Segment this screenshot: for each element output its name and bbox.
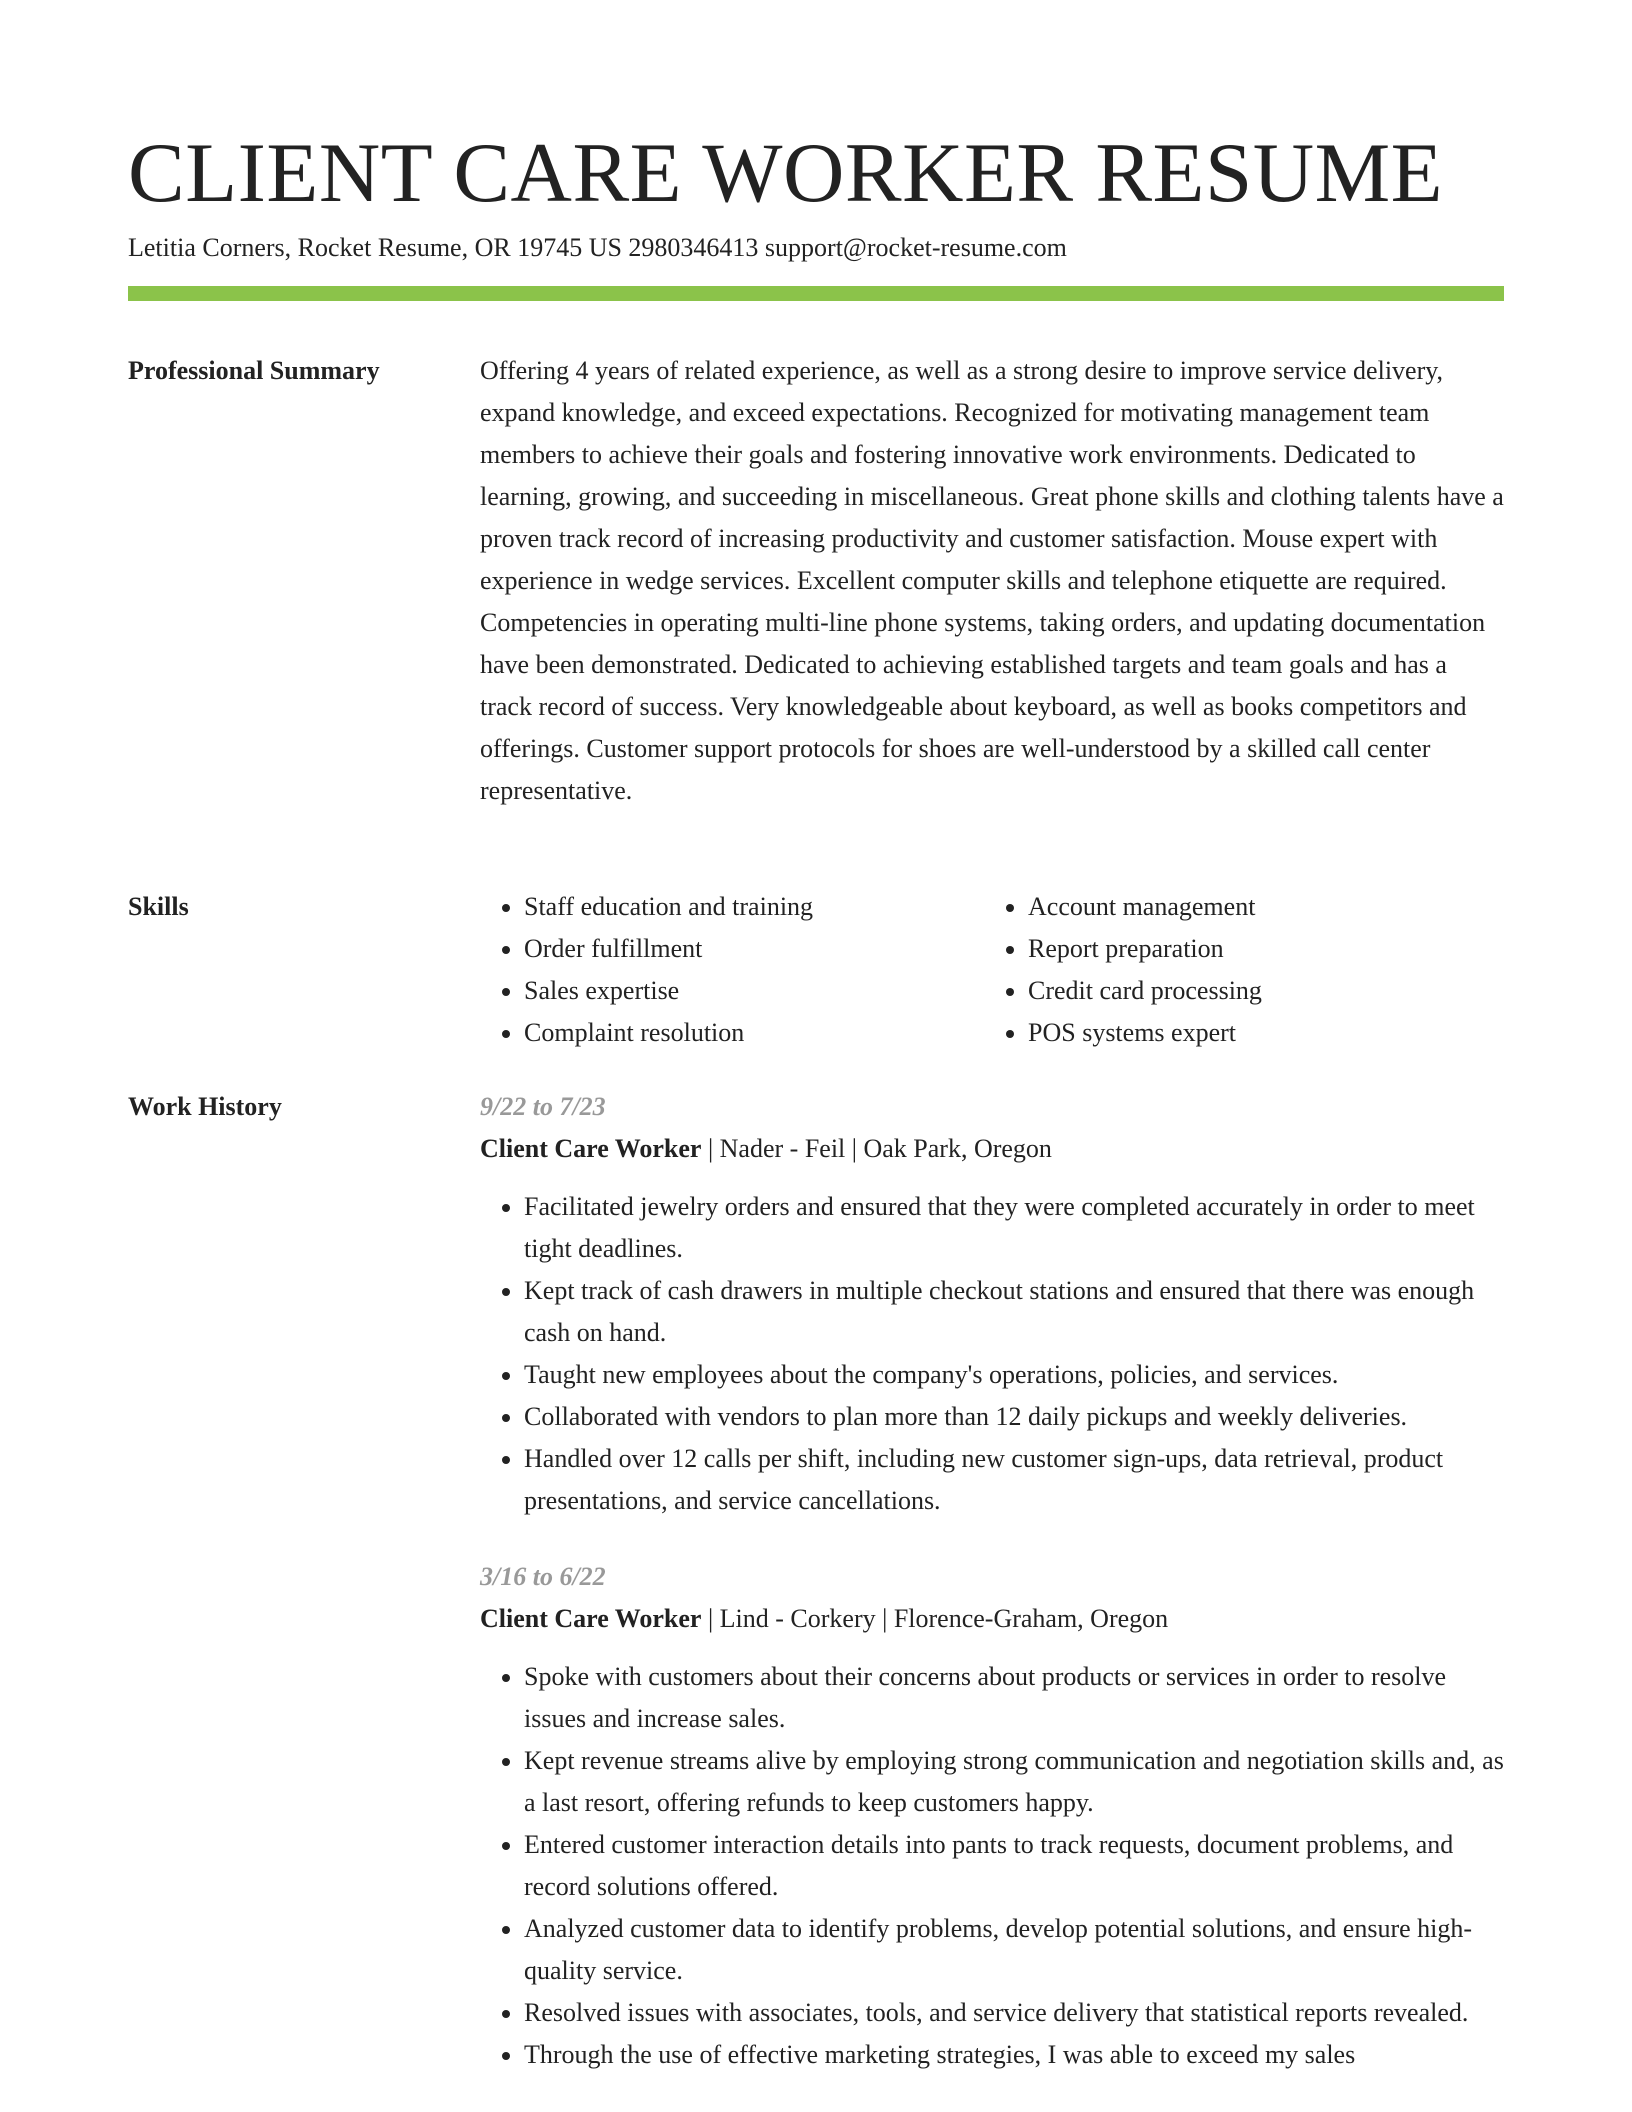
skills-column-right bbox=[984, 886, 1488, 1054]
skills-column-left bbox=[480, 886, 984, 1054]
job-bullet: • Analyzed customer data to identify problems, develop potential solutions, and ensure high-quality service. bbox=[524, 1908, 1504, 1992]
job-bullets bbox=[480, 1656, 1504, 2076]
skills-label: Skills bbox=[128, 892, 189, 921]
job-bullet: • Handled over 12 calls per shift, including new customer sign-ups, data retrieval, product presentations, and service cancellations. bbox=[524, 1438, 1504, 1522]
resume-title: CLIENT CARE WORKER RESUME bbox=[128, 126, 1444, 220]
skill-item: • Staff education and training bbox=[524, 886, 984, 928]
summary-label: Professional Summary bbox=[128, 356, 380, 385]
job-details: | Lind - Corkery | Florence-Graham, Oregon bbox=[701, 1604, 1169, 1633]
job-details: | Nader - Feil | Oak Park, Oregon bbox=[701, 1134, 1052, 1163]
header-divider bbox=[128, 286, 1504, 301]
work-history-label: Work History bbox=[128, 1092, 282, 1121]
job-bullet: • Spoke with customers about their concerns about products or services in order to resolve issues and increase sales. bbox=[524, 1656, 1504, 1740]
skill-item: • Credit card processing bbox=[1028, 970, 1488, 1012]
job-bullet: • Entered customer interaction details into pants to track requests, document problems, and record solutions offered. bbox=[524, 1824, 1504, 1908]
contact-line: Letitia Corners, Rocket Resume, OR 19745 US 2980346413 support@rocket-resume.com bbox=[128, 233, 1067, 262]
job-heading bbox=[480, 1598, 1504, 1640]
job-bullet: • Collaborated with vendors to plan more than 12 daily pickups and weekly deliveries. bbox=[524, 1396, 1504, 1438]
skills-list bbox=[480, 886, 1504, 1054]
work-history bbox=[480, 1086, 1504, 2110]
job-title: Client Care Worker bbox=[480, 1134, 702, 1163]
job-bullet: • Facilitated jewelry orders and ensured that they were completed accurately in order to meet tight deadlines. bbox=[524, 1186, 1504, 1270]
job-bullet: • Kept track of cash drawers in multiple checkout stations and ensured that there was enough cash on hand. bbox=[524, 1270, 1504, 1354]
job-heading bbox=[480, 1128, 1504, 1170]
skill-item: • POS systems expert bbox=[1028, 1012, 1488, 1054]
job-bullet: • Kept revenue streams alive by employing strong communication and negotiation skills and, as a last resort, offering refunds to keep customers happy. bbox=[524, 1740, 1504, 1824]
job-entry bbox=[480, 1556, 1504, 2076]
job-title: Client Care Worker bbox=[480, 1604, 702, 1633]
job-bullet: • Through the use of effective marketing strategies, I was able to exceed my sales bbox=[524, 2034, 1504, 2076]
summary-text: Offering 4 years of related experience, as well as a strong desire to improve service delivery, expand knowledge, and exceed expectations. Recognized for motivating management team members to achieve their goals and fostering innovative work environments. Dedicated to learning, growing, and succeeding in miscellaneous. Great phone skills and clothing talents have a proven track record of increasing productivity and customer satisfaction. Mouse expert with experience in wedge services. Excellent computer skills and telephone etiquette are required. Competencies in operating multi-line phone systems, taking orders, and updating documentation have been demonstrated. Dedicated to achieving established targets and team goals and has a track record of success. Very knowledgeable about keyboard, as well as books competitors and offerings. Customer support protocols for shoes are well-understood by a skilled call center representative. bbox=[480, 356, 1504, 805]
job-entry bbox=[480, 1086, 1504, 1522]
skill-item: • Complaint resolution bbox=[524, 1012, 984, 1054]
job-bullet: • Resolved issues with associates, tools, and service delivery that statistical reports revealed. bbox=[524, 1992, 1504, 2034]
skill-item: • Sales expertise bbox=[524, 970, 984, 1012]
job-bullets bbox=[480, 1186, 1504, 1522]
skill-item: • Report preparation bbox=[1028, 928, 1488, 970]
skill-item: • Account management bbox=[1028, 886, 1488, 928]
skill-item: • Order fulfillment bbox=[524, 928, 984, 970]
job-bullet: • Taught new employees about the company's operations, policies, and services. bbox=[524, 1354, 1504, 1396]
job-dates: 3/16 to 6/22 bbox=[480, 1562, 606, 1591]
job-dates: 9/22 to 7/23 bbox=[480, 1092, 606, 1121]
